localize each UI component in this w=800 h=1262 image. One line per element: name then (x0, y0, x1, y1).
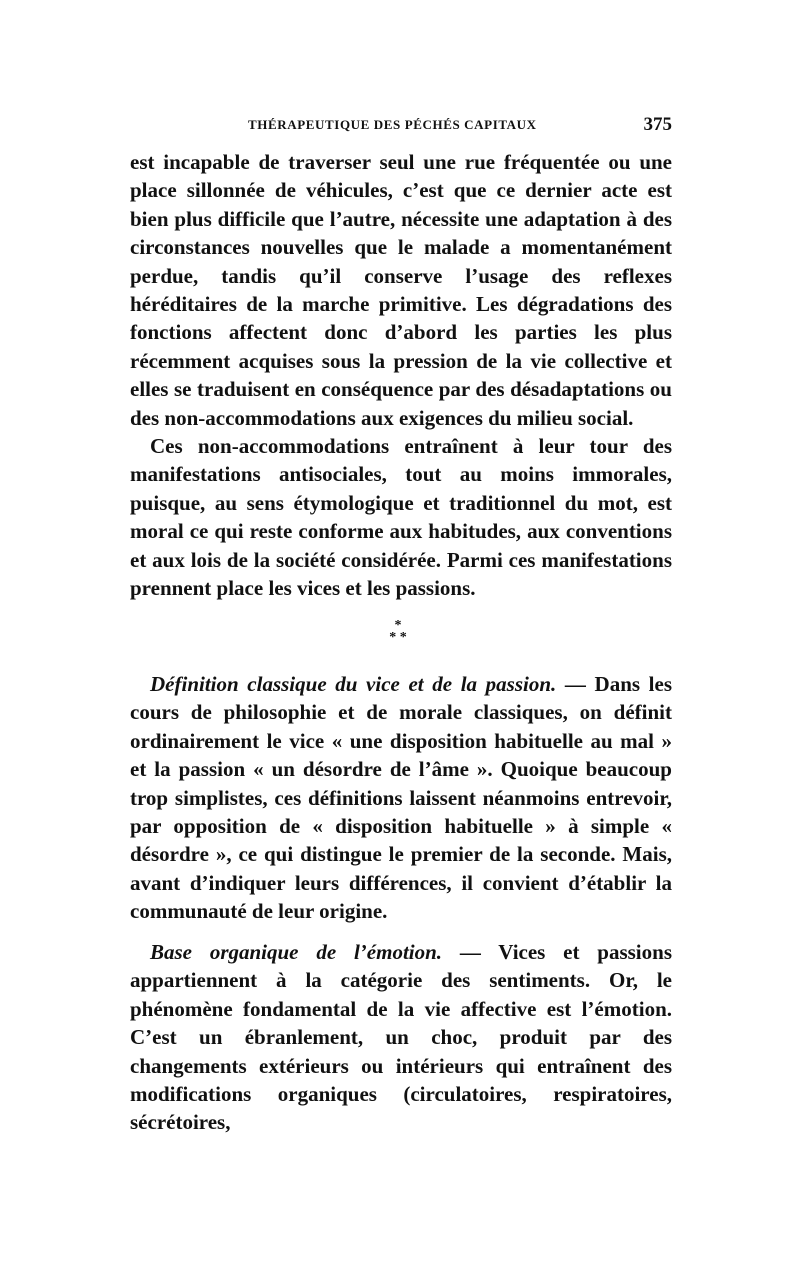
section-heading-emotion: Base organique de l’émotion. (150, 940, 443, 964)
page-number: 375 (643, 114, 672, 135)
paragraph-definition-body: — Dans les cours de philosophie et de morale classiques, on définit ordinairement le vice « une disposition habituelle au mal » et la passion « un désordre de l’âme ». Quoique beaucoup trop simplistes, ces définitions laissent néanmoins entrevoir, par opposition de « disposition habituelle » à simple « désordre », ce qui distingue le premier de la seconde. Mais, avant d’indiquer leurs différences, il convient d’établir la communauté de leur origine. (130, 672, 672, 924)
asterism-bottom-stars: * * (389, 630, 407, 645)
paragraph-emotion-body: — Vices et passions appartiennent à la catégorie des sentiments. Or, le phénomène fondamental de la vie affective est l’émotion. C’est un ébranlement, un choc, produit par des changements extérieurs ou intérieurs qui entraînent des modifications organiques (circulatoires, respiratoires, sécrétoires, (130, 940, 672, 1135)
paragraph-definition (130, 670, 672, 926)
text-block-definition (130, 670, 672, 926)
text-block-first (130, 148, 672, 603)
section-asterism (383, 620, 413, 644)
page-header (130, 114, 672, 137)
running-title: THÉRAPEUTIQUE DES PÉCHÉS CAPITAUX (248, 117, 537, 132)
text-block-emotion (130, 938, 672, 1137)
asterism-top-star: * (394, 618, 402, 633)
paragraph-emotion (130, 938, 672, 1137)
paragraph-continuation: est incapable de traverser seul une rue fréquentée ou une place sillonnée de véhicules, c’est que ce dernier acte est bien plus difficile que l’autre, nécessite une adaptation à des circonstances nouvelles que le malade a momentanément perdue, tandis qu’il conserve l’usage des reflexes héréditaires de la marche primitive. Les dégradations des fonctions affectent donc d’abord les parties les plus récemment acquises sous la pression de la vie collective et elles se traduisent en conséquence par des désadaptations ou des non-accommodations aux exigences du milieu social. (130, 150, 672, 430)
section-heading-definition: Définition classique du vice et de la passion. (150, 672, 557, 696)
paragraph-non-accommodations: Ces non-accommodations entraînent à leur tour des manifestations antisociales, tout au moins immorales, puisque, au sens étymologique et traditionnel du mot, est moral ce qui reste conforme aux habitudes, aux conventions et aux lois de la société considérée. Parmi ces manifestations prennent place les vices et les passions. (130, 434, 672, 601)
